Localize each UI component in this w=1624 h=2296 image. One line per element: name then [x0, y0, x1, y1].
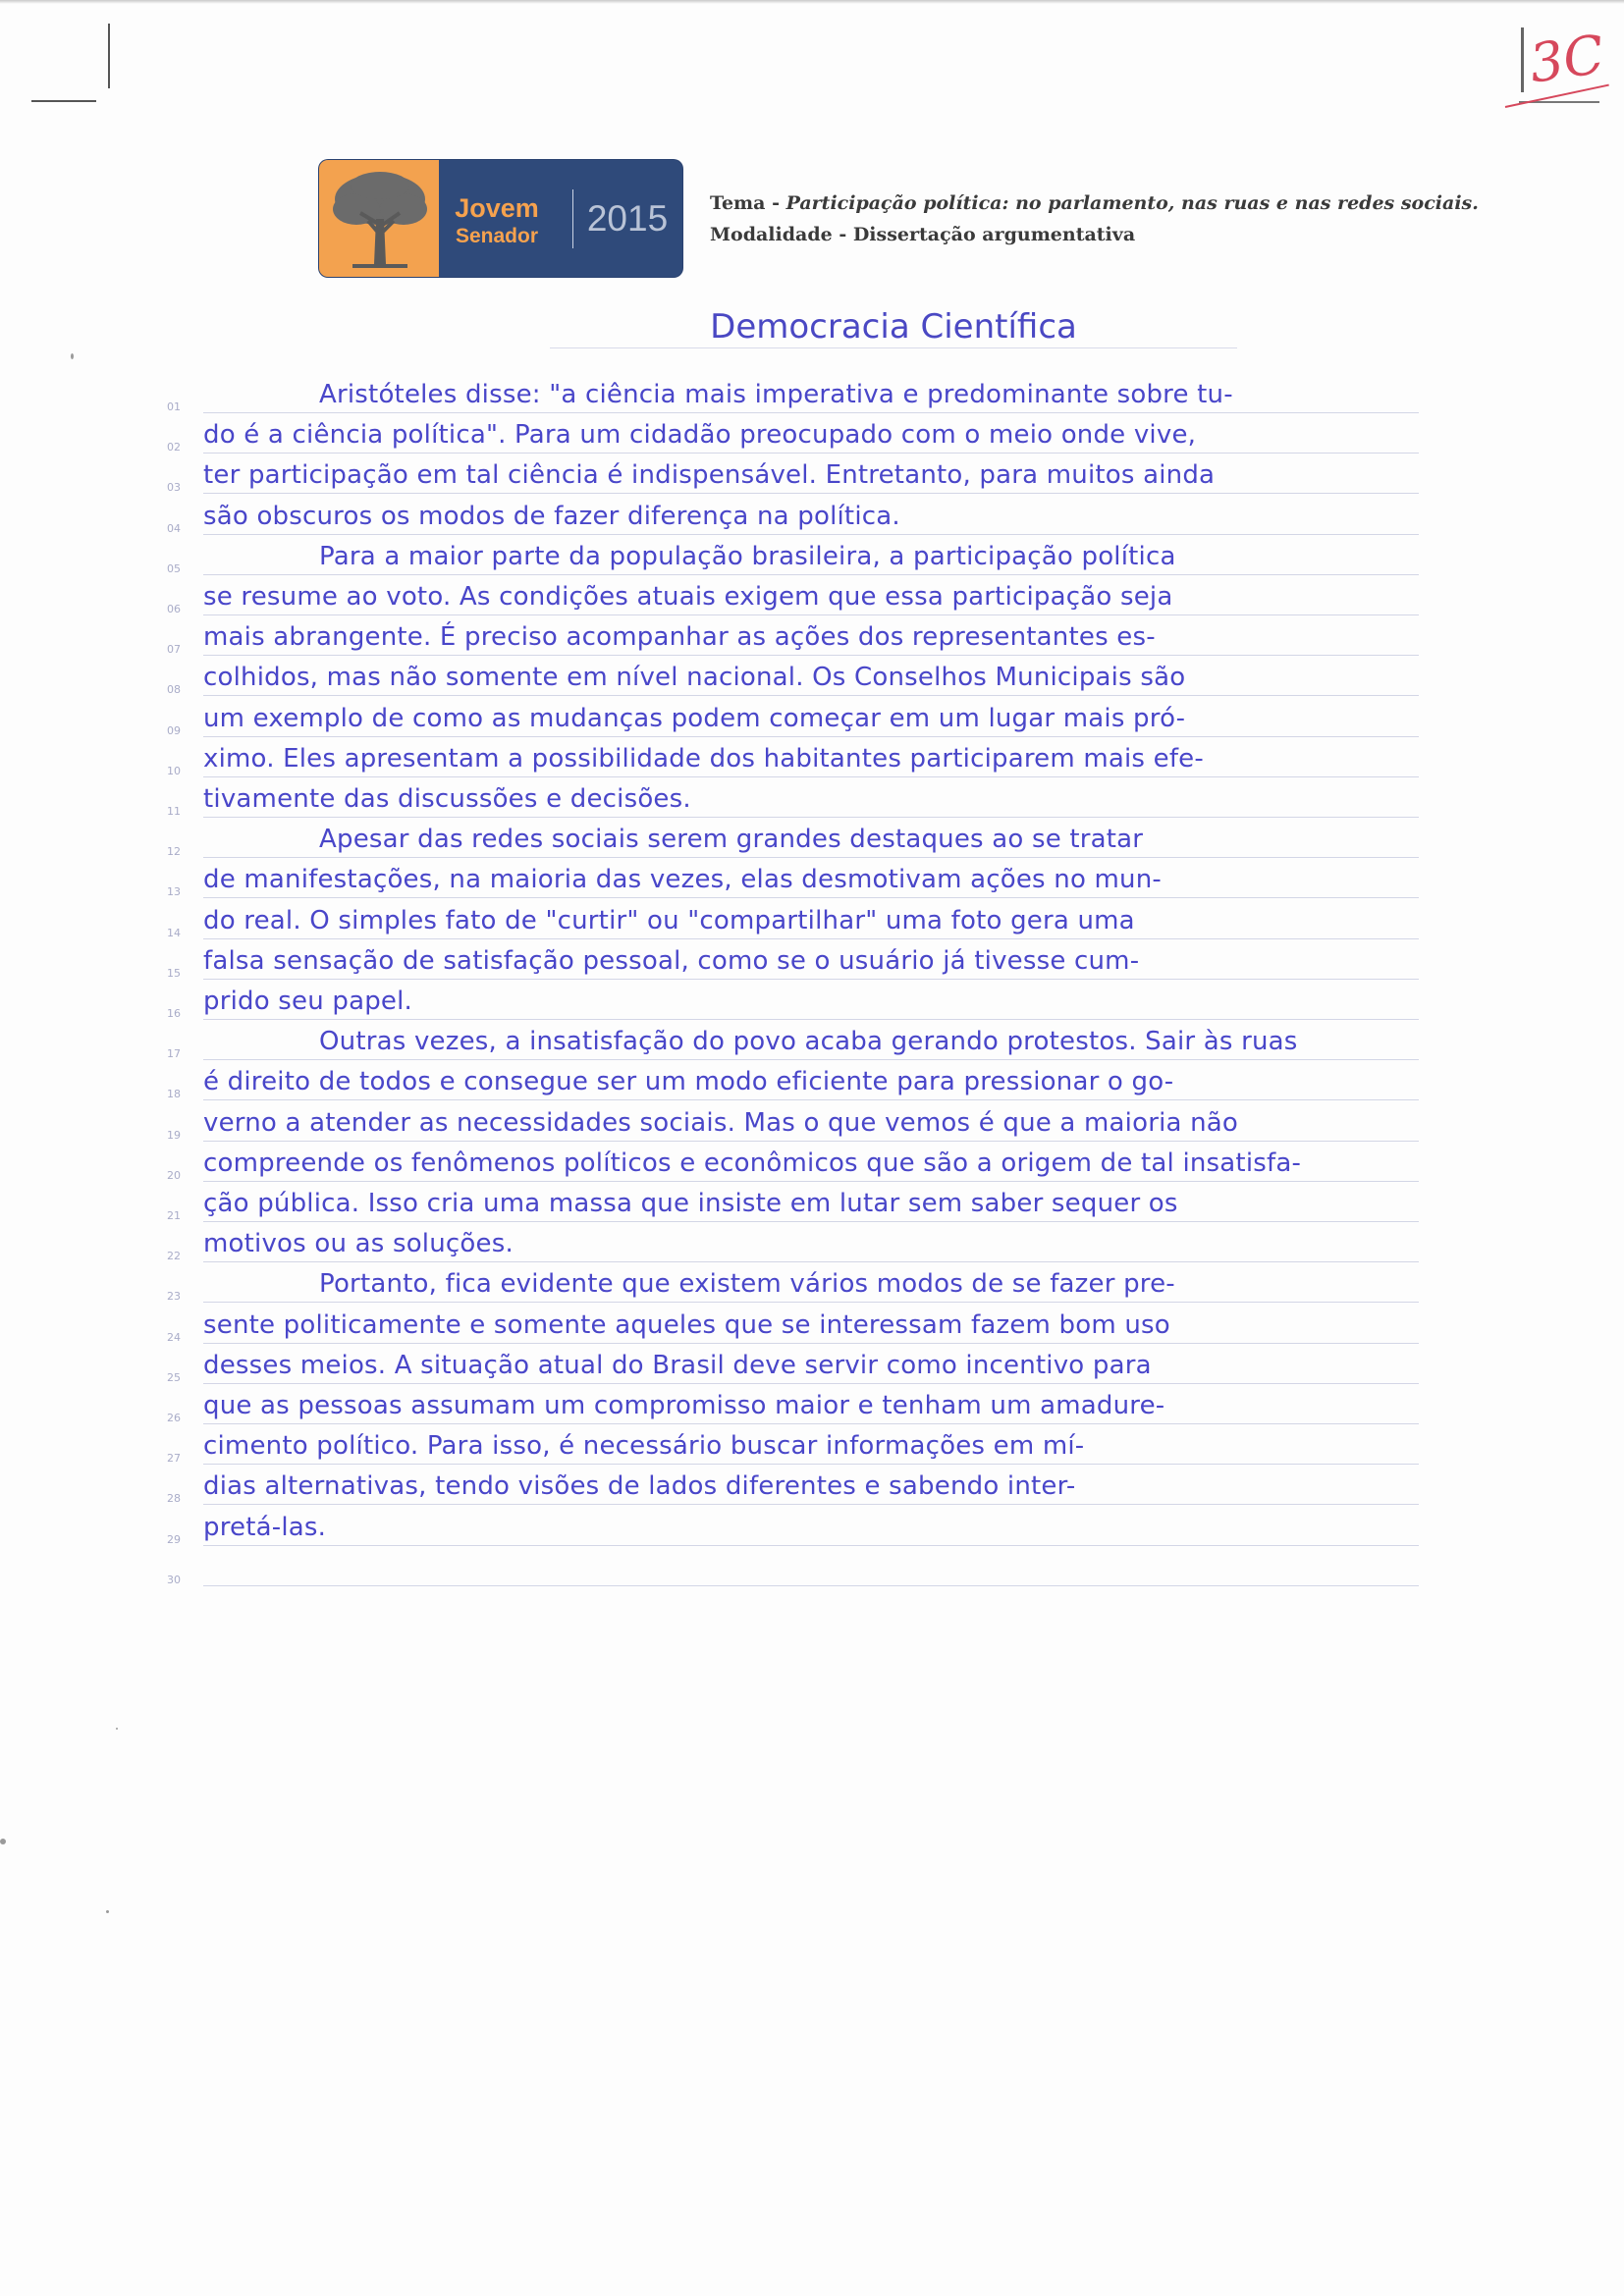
logo-senador-text: Senador	[455, 225, 539, 247]
modalidade-line	[710, 220, 1397, 249]
ruled-line	[203, 1181, 1419, 1182]
ruled-line	[203, 736, 1419, 737]
essay-line: ção pública. Isso cria uma massa que insiste em lutar sem saber sequer os	[203, 1189, 1178, 1218]
ruled-line	[203, 857, 1419, 858]
line-number: 23	[167, 1290, 181, 1303]
tema-label: Tema -	[710, 192, 786, 214]
modalidade-label: Modalidade -	[710, 224, 853, 245]
ruled-line	[203, 1141, 1419, 1142]
line-number: 10	[167, 765, 181, 777]
essay-line: verno a atender as necessidades sociais. Mas o que vemos é que a maioria não	[203, 1108, 1239, 1138]
logo-jovem-text: Jovem	[455, 193, 539, 223]
ruled-line	[203, 655, 1419, 656]
line-number: 18	[167, 1088, 181, 1100]
essay-line: são obscuros os modos de fazer diferença na política.	[203, 502, 900, 531]
line-number: 20	[167, 1169, 181, 1182]
line-number: 08	[167, 683, 181, 696]
essay-line: do real. O simples fato de "curtir" ou "compartilhar" uma foto gera uma	[203, 906, 1135, 935]
tema-line	[710, 188, 1554, 218]
logo-year: 2015	[586, 198, 669, 239]
ruled-line	[203, 1464, 1419, 1465]
essay-line: cimento político. Para isso, é necessário buscar informações em mí-	[203, 1431, 1085, 1461]
essay-line: Portanto, fica evidente que existem vários modos de se fazer pre-	[319, 1269, 1175, 1299]
ruled-line	[203, 453, 1419, 454]
line-number: 17	[167, 1047, 181, 1060]
essay-line: do é a ciência política". Para um cidadão preocupado com o meio onde vive,	[203, 420, 1197, 450]
ruled-line	[203, 1059, 1419, 1060]
line-number: 25	[167, 1371, 181, 1384]
essay-line: falsa sensação de satisfação pessoal, como se o usuário já tivesse cum-	[203, 946, 1140, 976]
line-number: 26	[167, 1412, 181, 1424]
essay-line: dias alternativas, tendo visões de lados diferentes e sabendo inter-	[203, 1471, 1076, 1501]
essay-line: compreende os fenômenos políticos e econômicos que são a origem de tal insatisfa-	[203, 1148, 1302, 1178]
ruled-line	[203, 817, 1419, 818]
line-number: 22	[167, 1250, 181, 1262]
essay-line: um exemplo de como as mudanças podem começar em um lugar mais pró-	[203, 704, 1186, 733]
grade-mark: 3C	[1525, 23, 1608, 95]
line-number: 15	[167, 967, 181, 980]
ruled-line	[203, 493, 1419, 494]
ruled-line	[203, 1302, 1419, 1303]
line-number: 11	[167, 805, 181, 818]
essay-line: mais abrangente. É preciso acompanhar as ações dos representantes es-	[203, 622, 1156, 652]
scan-speck	[106, 1910, 109, 1913]
essay-line: tivamente das discussões e decisões.	[203, 784, 691, 814]
line-number: 24	[167, 1331, 181, 1344]
line-number: 07	[167, 643, 181, 656]
jovem-senador-logo	[319, 160, 682, 277]
line-number: 13	[167, 885, 181, 898]
ruled-line	[203, 1221, 1419, 1222]
grade-bar	[1521, 27, 1524, 92]
essay-line: Para a maior parte da população brasileira, a participação política	[319, 542, 1176, 571]
line-number: 28	[167, 1492, 181, 1505]
essay-line: que as pessoas assumam um compromisso maior e tenham um amadure-	[203, 1391, 1165, 1420]
modalidade-value: Dissertação argumentativa	[852, 224, 1136, 245]
tree-icon	[319, 160, 439, 277]
essay-line: prido seu papel.	[203, 987, 413, 1016]
title-rule	[550, 347, 1237, 348]
essay-line: se resume ao voto. As condições atuais exigem que essa participação seja	[203, 582, 1173, 612]
scan-registration-mark	[31, 100, 96, 102]
essay-line: Apesar das redes sociais serem grandes destaques ao se tratar	[319, 825, 1144, 854]
line-number: 06	[167, 603, 181, 615]
essay-title: Democracia Científica	[710, 307, 1077, 347]
line-number: 04	[167, 522, 181, 535]
line-number: 09	[167, 724, 181, 737]
ruled-line	[203, 534, 1419, 535]
line-number: 14	[167, 927, 181, 939]
line-number: 03	[167, 481, 181, 494]
ruled-line	[203, 574, 1419, 575]
line-number: 16	[167, 1007, 181, 1020]
line-number: 30	[167, 1574, 181, 1586]
essay-line: pretá-las.	[203, 1513, 327, 1542]
ruled-line	[203, 1423, 1419, 1424]
line-number: 01	[167, 400, 181, 413]
scan-registration-mark	[108, 24, 110, 88]
ruled-line	[203, 1504, 1419, 1505]
essay-line: colhidos, mas não somente em nível nacional. Os Conselhos Municipais são	[203, 663, 1186, 692]
ruled-line	[203, 1261, 1419, 1262]
essay-line: sente politicamente e somente aqueles que se interessam fazem bom uso	[203, 1310, 1170, 1340]
ruled-line	[203, 1585, 1419, 1586]
line-number: 27	[167, 1452, 181, 1465]
line-number: 12	[167, 845, 181, 858]
ruled-line	[203, 1545, 1419, 1546]
line-number: 29	[167, 1533, 181, 1546]
ruled-line	[203, 1383, 1419, 1384]
essay-line: motivos ou as soluções.	[203, 1229, 514, 1258]
ruled-line	[203, 1099, 1419, 1100]
ruled-line	[203, 412, 1419, 413]
essay-line	[203, 1550, 1419, 1585]
essay-line: ter participação em tal ciência é indispensável. Entretanto, para muitos ainda	[203, 460, 1216, 490]
line-number: 05	[167, 562, 181, 575]
logo-separator	[572, 189, 573, 248]
essay-line: ximo. Eles apresentam a possibilidade dos habitantes participarem mais efe-	[203, 744, 1204, 774]
line-number: 21	[167, 1209, 181, 1222]
scan-speck	[116, 1728, 118, 1730]
line-number: 19	[167, 1129, 181, 1142]
scan-speck	[71, 353, 74, 359]
essay-line: Outras vezes, a insatisfação do povo acaba gerando protestos. Sair às ruas	[319, 1027, 1298, 1056]
essay-line: é direito de todos e consegue ser um modo eficiente para pressionar o go-	[203, 1067, 1174, 1096]
scan-edge	[0, 0, 1624, 4]
ruled-line	[203, 938, 1419, 939]
ruled-line	[203, 614, 1419, 615]
ruled-line	[203, 1019, 1419, 1020]
ruled-line	[203, 695, 1419, 696]
ruled-line	[203, 979, 1419, 980]
ruled-line	[203, 1343, 1419, 1344]
essay-line: Aristóteles disse: "a ciência mais imperativa e predominante sobre tu-	[319, 380, 1233, 409]
tema-value: Participação política: no parlamento, nas ruas e nas redes sociais.	[785, 192, 1479, 214]
ruled-line	[203, 897, 1419, 898]
essay-line: desses meios. A situação atual do Brasil deve servir como incentivo para	[203, 1351, 1152, 1380]
ruled-line	[203, 776, 1419, 777]
line-number: 02	[167, 441, 181, 454]
scan-speck	[0, 1839, 6, 1844]
essay-line: de manifestações, na maioria das vezes, elas desmotivam ações no mun-	[203, 865, 1162, 894]
